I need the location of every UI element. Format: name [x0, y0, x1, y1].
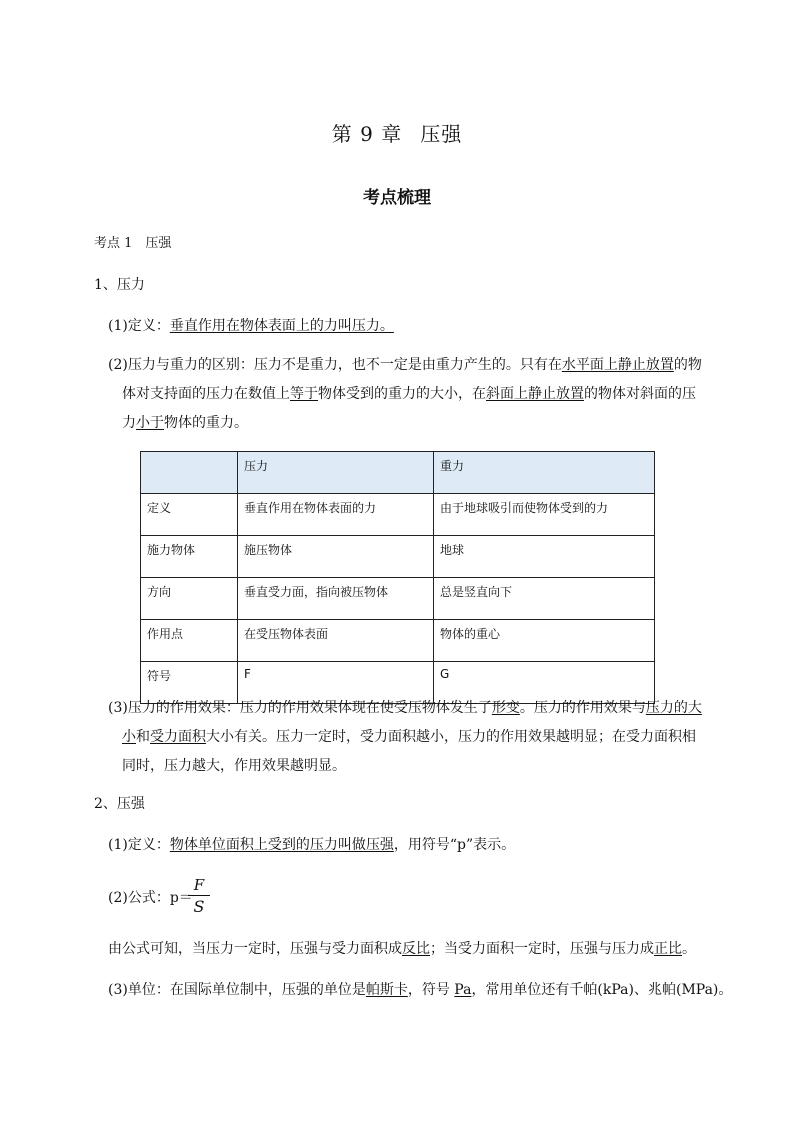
text-span: ；当受力面积一定时，压强与压力成 [430, 941, 654, 957]
text-span: 力 [122, 415, 136, 431]
table-cell: 作用点 [141, 620, 238, 662]
text-span: (1)定义： [108, 837, 170, 853]
pressure-effect-paragraph [108, 694, 703, 781]
text-span: ，用符号“p”表示。 [393, 837, 516, 853]
text-span: 帕斯卡 [365, 982, 408, 998]
table-row [141, 620, 655, 662]
text-span: (3)压力的作用效果：压力的作用效果体现在使受压物体发生了 [108, 700, 492, 716]
table-cell: 施力物体 [141, 536, 238, 578]
pressure-strength-definition [108, 835, 515, 855]
table-cell: 定义 [141, 494, 238, 536]
text-span: 压力的大 [645, 700, 702, 716]
text-span: 的物体对斜面的压 [584, 386, 696, 402]
text-span: 正比 [654, 941, 682, 957]
text-span: 水平面上静止放置 [561, 357, 674, 373]
table-cell: 垂直作用在物体表面的力 [238, 494, 434, 536]
table-cell: G [434, 662, 655, 704]
table-row [141, 578, 655, 620]
def-text: 垂直作用在物体表面上的力叫压力。 [169, 318, 394, 334]
chapter-number: 第 9 章 [331, 122, 403, 146]
formula-denominator: S [193, 897, 205, 916]
table-header-cell [141, 452, 238, 494]
kaodian-heading: 考点 1 压强 [94, 236, 172, 251]
table-cell: 由于地球吸引而使物体受到的力 [434, 494, 655, 536]
text-span: 形变 [491, 700, 520, 716]
text-span: (2)压力与重力的区别：压力不是重力，也不一定是由重力产生的。只有在 [108, 357, 562, 373]
pressure-unit-text [108, 980, 732, 1000]
section-title: 考点梳理 [363, 188, 431, 208]
formula-fraction [188, 876, 210, 917]
table-row [141, 536, 655, 578]
table-cell: F [238, 662, 434, 704]
table-cell: 在受压物体表面 [238, 620, 434, 662]
table-cell: 地球 [434, 536, 655, 578]
text-span: 同时，压力越大，作用效果越明显。 [122, 758, 346, 774]
table-cell: 物体的重心 [434, 620, 655, 662]
table-cell: 垂直受力面，指向被压物体 [238, 578, 434, 620]
text-span: 物体受到的重力的大小，在 [318, 386, 486, 402]
text-span: 小 [122, 729, 136, 745]
chapter-name: 压强 [420, 122, 463, 146]
text-span: ，符号 [407, 982, 455, 998]
chapter-title [0, 118, 794, 147]
text-span: 体对支持面的压力在数值上 [122, 386, 290, 402]
table-cell: 符号 [141, 662, 238, 704]
text-span: 。压力的作用效果与 [519, 700, 646, 716]
text-span: 物体单位面积上受到的压力叫做压强 [169, 837, 394, 853]
text-span: (3)单位：在国际单位制中，压强的单位是 [108, 982, 366, 998]
pressure-definition [108, 316, 394, 336]
text-span: 受力面积 [150, 729, 206, 745]
text-span: 由公式可知，当压力一定时，压强与受力面积成 [108, 941, 402, 957]
table-row [141, 494, 655, 536]
text-span: 大小有关。压力一定时，受力面积越小，压力的作用效果越明显；在受力面积相 [206, 729, 696, 745]
table-header-row [141, 452, 655, 494]
table-cell: 方向 [141, 578, 238, 620]
table-header-cell: 重力 [434, 452, 655, 494]
text-span: 小于 [136, 415, 164, 431]
fraction-bar [188, 895, 210, 896]
item2-heading: 2、压强 [94, 796, 145, 812]
comparison-table [140, 451, 655, 704]
formula-numerator: F [193, 876, 205, 894]
text-span: 的物 [673, 357, 702, 373]
table-header-cell: 压力 [238, 452, 434, 494]
formula-prefix: (2)公式：p＝ [108, 890, 193, 906]
item1-heading: 1、压力 [94, 277, 145, 293]
table-cell: 施压物体 [238, 536, 434, 578]
text-span: 。 [682, 941, 696, 957]
pressure-vs-gravity-paragraph [108, 351, 703, 438]
def-prefix: (1)定义： [108, 318, 170, 334]
text-span: 反比 [402, 941, 430, 957]
text-span: 斜面上静止放置 [486, 386, 584, 402]
formula-relation-text [108, 939, 696, 959]
table-cell: 总是竖直向下 [434, 578, 655, 620]
text-span: 物体的重力。 [164, 415, 248, 431]
text-span: Pa [454, 982, 472, 998]
text-span: 等于 [290, 386, 318, 402]
text-span: ，常用单位还有千帕(kPa)、兆帕(MPa)。 [471, 982, 733, 998]
text-span: 和 [136, 729, 150, 745]
